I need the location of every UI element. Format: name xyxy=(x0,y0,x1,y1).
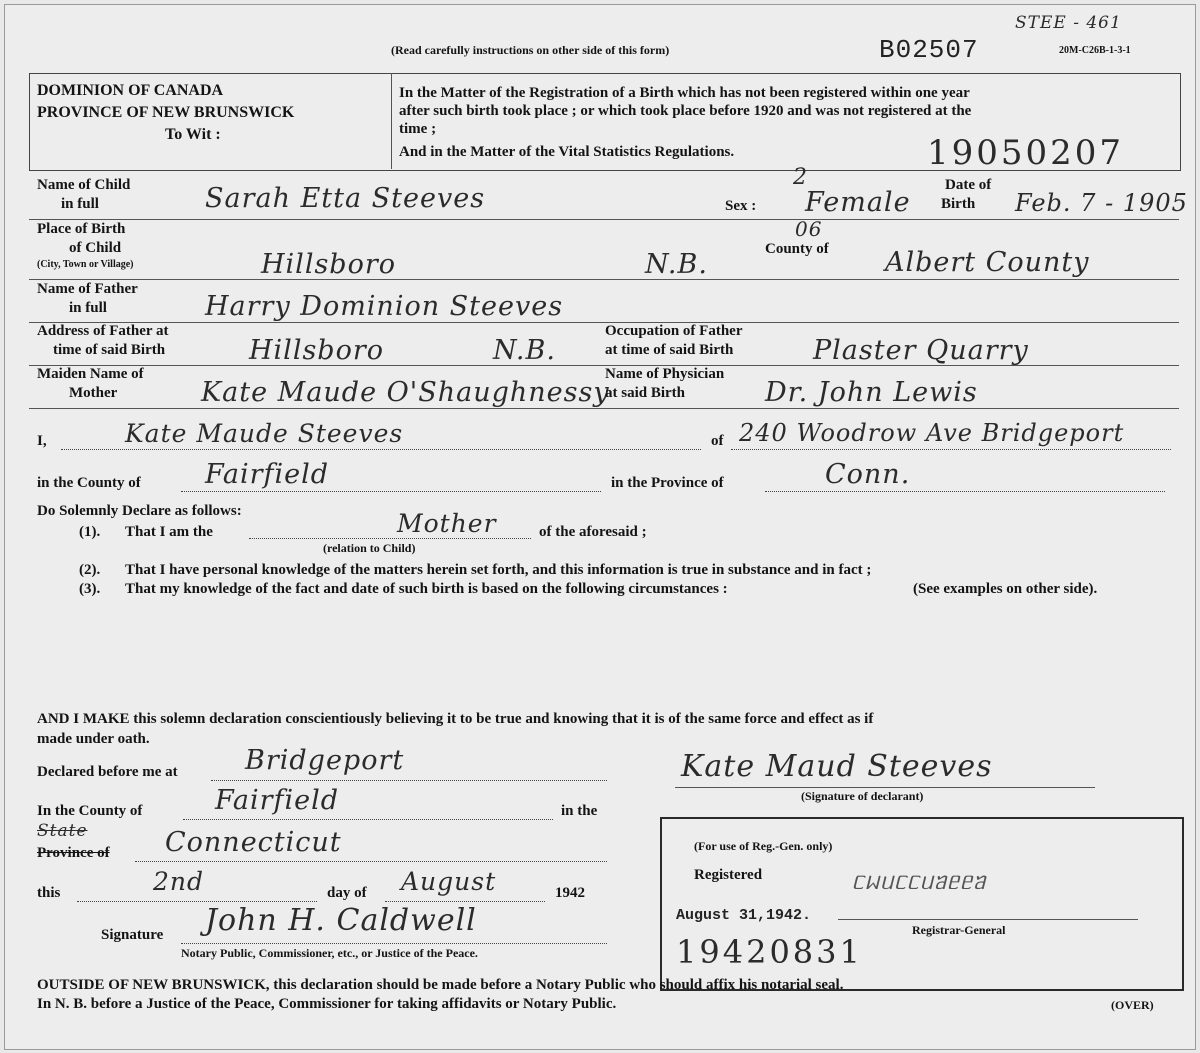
father-address-province: N.B. xyxy=(493,335,556,366)
item-3-note: (See examples on other side). xyxy=(913,581,1098,597)
instructions-note: (Read carefully instructions on other side of this form) xyxy=(391,43,670,57)
birth-county: Albert County xyxy=(885,247,1090,278)
relation-caption: (relation to Child) xyxy=(323,541,416,555)
item-2-number: (2). xyxy=(79,562,101,578)
official-caption: Notary Public, Commissioner, etc., or Justice of the Peace. xyxy=(181,946,478,960)
certificate-form xyxy=(4,4,1196,1050)
birth-place-town: Hillsboro xyxy=(261,249,397,280)
label-father-full: in full xyxy=(69,300,107,316)
label-city-town: (City, Town or Village) xyxy=(37,259,134,270)
rule xyxy=(29,408,1179,409)
father-occupation: Plaster Quarry xyxy=(813,335,1029,366)
declarant-county: Fairfield xyxy=(205,459,330,490)
item-3-text: That my knowledge of the fact and date of such birth is based on the following circumstances : xyxy=(125,581,728,597)
over-note: (OVER) xyxy=(1111,998,1154,1012)
label-declared-before: Declared before me at xyxy=(37,764,178,780)
jurisdiction-dominion: DOMINION OF CANADA xyxy=(37,82,224,99)
relation-line xyxy=(249,538,531,539)
rule xyxy=(29,219,1179,220)
registrar-signature-icon: ᥴᥕᥙᥴᥴᥙᥑᥱᥱᥑ xyxy=(852,867,987,895)
registration-date-stamp: August 31,1942. xyxy=(676,907,812,924)
declarant-province: Conn. xyxy=(825,459,911,490)
label-signature: Signature xyxy=(101,927,164,943)
label-of-child: of Child xyxy=(69,240,122,256)
declarant-address: 240 Woodrow Ave Bridgeport xyxy=(739,419,1125,447)
footer-line-2: In N. B. before a Justice of the Peace, Commissioner for taking affidavits or Notary Public. xyxy=(37,996,617,1012)
declarant-county-line xyxy=(181,491,601,492)
label-time-of-birth: time of said Birth xyxy=(53,342,166,358)
jurisdiction-to-wit: To Wit : xyxy=(165,126,221,143)
item-1-number: (1). xyxy=(79,524,101,540)
matter-line-4: And in the Matter of the Vital Statistics Regulations. xyxy=(399,144,735,160)
label-father-address: Address of Father at xyxy=(37,323,169,339)
declarant-name-line xyxy=(61,449,701,450)
declarant-signature-caption: (Signature of declarant) xyxy=(801,789,924,803)
day-line xyxy=(77,901,317,902)
declarant-province-line xyxy=(765,491,1165,492)
reg-gen-use-label: (For use of Reg.-Gen. only) xyxy=(694,839,833,853)
declarant-signature-line xyxy=(675,787,1095,788)
form-code: 20M-C26B-1-3-1 xyxy=(1059,45,1131,56)
father-name: Harry Dominion Steeves xyxy=(205,291,564,322)
label-of: of xyxy=(711,433,724,449)
registrar-box xyxy=(660,817,1184,991)
relation-value: Mother xyxy=(397,509,497,538)
item-1-text: That I am the xyxy=(125,524,213,540)
label-name-child: Name of Child xyxy=(37,177,131,193)
official-signature: John H. Caldwell xyxy=(205,903,477,938)
label-county-of: County of xyxy=(765,241,829,257)
item-3-number: (3). xyxy=(79,581,101,597)
matter-line-1: In the Matter of the Registration of a Birth which has not been registered within one year xyxy=(399,85,970,101)
label-county-declarant: in the County of xyxy=(37,475,141,491)
sex-code: 2 xyxy=(793,165,808,190)
mother-maiden-name: Kate Maude O'Shaughnessy xyxy=(201,377,610,408)
label-name-child-full: in full xyxy=(61,196,99,212)
oath-line-1: AND I MAKE this solemn declaration conscientiously believing it to be true and knowing that it is of the same force and effect as if xyxy=(37,711,874,727)
birth-place-province: N.B. xyxy=(645,249,708,280)
birth-date: Feb. 7 - 1905 xyxy=(1015,189,1188,217)
official-signature-line xyxy=(181,943,607,944)
declared-month: August xyxy=(401,867,497,896)
declarant-address-line xyxy=(731,449,1171,450)
registrar-signature-line xyxy=(838,919,1138,920)
label-date-of: Date of xyxy=(945,177,992,193)
label-at-said-birth: at said Birth xyxy=(605,385,686,401)
father-address-town: Hillsboro xyxy=(249,335,385,366)
declarant-signature: Kate Maud Steeves xyxy=(681,749,993,784)
label-occupation-time: at time of said Birth xyxy=(605,342,734,358)
label-province-declarant: in the Province of xyxy=(611,475,724,491)
label-sex: Sex : xyxy=(725,198,757,214)
file-reference: STEE - 461 xyxy=(1015,13,1122,33)
month-line xyxy=(385,901,545,902)
rule xyxy=(29,365,1179,366)
label-province-of: Province of xyxy=(37,845,110,861)
jurisdiction-province: PROVINCE OF NEW BRUNSWICK xyxy=(37,104,295,121)
declared-day: 2nd xyxy=(153,867,205,896)
declared-province-line xyxy=(135,861,607,862)
label-i: I, xyxy=(37,433,47,449)
child-name: Sarah Etta Steeves xyxy=(205,183,486,214)
declared-year: 1942 xyxy=(555,885,585,901)
county-code: 06 xyxy=(795,217,823,241)
physician-name: Dr. John Lewis xyxy=(765,377,978,408)
label-in-the: in the xyxy=(561,803,598,819)
declared-county-line xyxy=(183,819,553,820)
declared-province: Connecticut xyxy=(165,827,342,858)
label-mother: Mother xyxy=(69,385,118,401)
declared-county: Fairfield xyxy=(215,785,340,816)
declarant-name: Kate Maude Steeves xyxy=(125,419,404,448)
registrar-caption: Registrar-General xyxy=(912,923,1006,937)
matter-line-3: time ; xyxy=(399,121,437,137)
struck-state-word: State xyxy=(37,821,88,841)
serial-number: B02507 xyxy=(879,35,979,65)
footer-line-1: OUTSIDE OF NEW BRUNSWICK, this declaration should be made before a Notary Public who should affix his notarial seal. xyxy=(37,977,844,993)
rule xyxy=(29,279,1179,280)
oath-line-2: made under oath. xyxy=(37,731,150,747)
item-1-suffix: of the aforesaid ; xyxy=(539,524,647,540)
declared-place-line xyxy=(211,780,607,781)
label-occupation: Occupation of Father xyxy=(605,323,743,339)
record-number: 19050207 xyxy=(927,133,1125,173)
matter-divider xyxy=(391,73,392,169)
label-this: this xyxy=(37,885,61,901)
label-day-of: day of xyxy=(327,885,367,901)
label-name-father: Name of Father xyxy=(37,281,138,297)
label-birth: Birth xyxy=(941,196,976,212)
declared-place: Bridgeport xyxy=(245,745,405,776)
label-declared-county: In the County of xyxy=(37,803,143,819)
label-place-birth: Place of Birth xyxy=(37,221,126,237)
rule xyxy=(29,322,1179,323)
sex-value: Female xyxy=(805,187,911,218)
registered-label: Registered xyxy=(694,867,763,883)
label-physician: Name of Physician xyxy=(605,366,725,382)
label-solemnly-declare: Do Solemnly Declare as follows: xyxy=(37,503,242,519)
item-2-text: That I have personal knowledge of the matters herein set forth, and this information is true in substance and in fact ; xyxy=(125,562,872,578)
registration-code: 19420831 xyxy=(676,933,863,971)
matter-line-2: after such birth took place ; or which took place before 1920 and was not registered at the xyxy=(399,103,972,119)
label-maiden-name: Maiden Name of xyxy=(37,366,144,382)
